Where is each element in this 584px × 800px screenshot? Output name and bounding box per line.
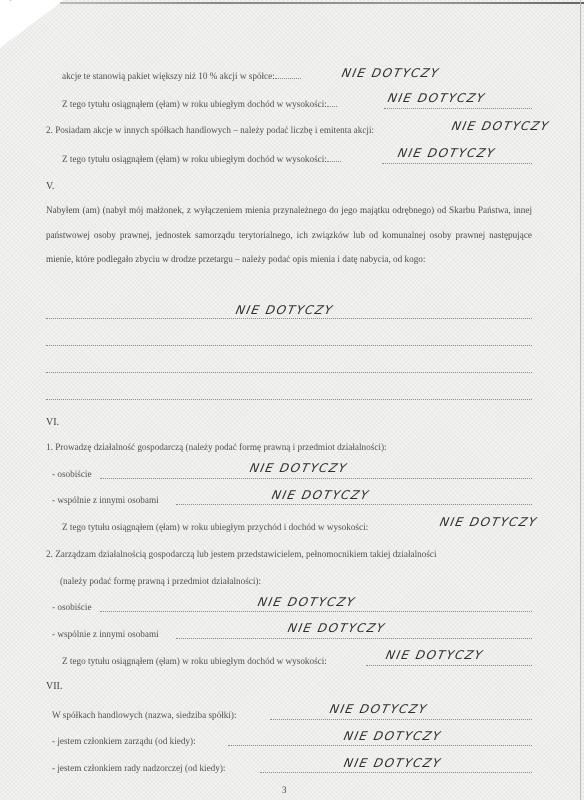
handwritten-answer: NIE DOTYCZY (384, 648, 485, 662)
handwritten-answer: NIE DOTYCZY (256, 595, 357, 609)
section-heading-vii: VII. (46, 681, 63, 692)
line-income-1: Z tego tytułu osiągnąłem (ęłam) w roku ubiegłym dochód w wysokości: (62, 98, 337, 110)
line-revenue-income: Z tego tytułu osiągnąłem (ęłam) w roku ubiegłym przychód i dochód w wysokości: (62, 522, 369, 532)
line-business-activity: 1. Prowadzę działalność gospodarczą (należy podać formę prawną i przedmiot działalności): (46, 442, 387, 452)
handwritten-answer: NIE DOTYCZY (286, 621, 387, 635)
line-jointly-2: - wspólnie z innymi osobami (52, 629, 159, 639)
handwritten-answer: NIE DOTYCZY (396, 146, 497, 160)
line-personally-1: - osobiście (52, 469, 92, 479)
handwritten-answer: NIE DOTYCZY (342, 729, 443, 743)
page-right-edge (580, 0, 581, 800)
line-management: 2. Zarządzam działalnością gospodarczą lub jestem przedstawicielem, pełnomocnikiem takiej działalności (46, 549, 437, 559)
page-number: 3 (282, 785, 287, 795)
line-board-member: - jestem członkiem zarządu (od kiedy): (52, 736, 196, 746)
handwritten-answer: NIE DOTYCZY (328, 702, 429, 716)
line-jointly-1: - wspólnie z innymi osobami (52, 495, 159, 505)
handwritten-answer: NIE DOTYCZY (270, 488, 371, 502)
section-v-paragraph: Nabyłem (am) (nabył mój małżonek, z wyłączeniem mienia przynależnego do jego majątku odrębnego) od Skarbu Państwa, innej państwowej osoby prawnej, jednostek samorządu terytorialnego, ich związków lub od komunalnej osoby prawnej następujące mienie, które podlegało zbyciu w drodze przetargu – należy podać opis mienia i datę nabycia, od kogo: (46, 205, 532, 264)
handwritten-answer: NIE DOTYCZY (386, 91, 487, 105)
folded-corner (0, 0, 64, 48)
handwritten-answer: NIE DOTYCZY (450, 119, 551, 133)
handwritten-answer: NIE DOTYCZY (438, 515, 539, 529)
line-companies: W spółkach handlowych (nazwa, siedziba spółki): (52, 710, 237, 720)
line-income-2: Z tego tytułu osiągnąłem (ęłam) w roku ubiegłym dochód w wysokości: (62, 153, 341, 165)
line-supervisory-board: - jestem członkiem rady nadzorczej (od kiedy): (52, 763, 226, 773)
line-income-3: Z tego tytułu osiągnąłem (ęłam) w roku ubiegłym dochód w wysokości: (62, 656, 327, 666)
handwritten-answer: NIE DOTYCZY (340, 66, 441, 80)
line-management-form: (należy podać formę prawną i przedmiot działalności): (60, 576, 262, 586)
page-top-edge (60, 2, 584, 4)
line-other-shares: 2. Posiadam akcje w innych spółkach handlowych – należy podać liczbę i emitenta akcji: (46, 125, 375, 135)
line-shares-package: akcje te stanowią pakiet większy niż 10 % akcji w spółce: (62, 70, 301, 82)
section-heading-v: V. (46, 181, 55, 192)
handwritten-answer: NIE DOTYCZY (248, 461, 349, 475)
handwritten-answer: NIE DOTYCZY (234, 303, 335, 317)
section-heading-vi: VI. (46, 417, 60, 428)
handwritten-answer: NIE DOTYCZY (342, 756, 443, 770)
line-personally-2: - osobiście (52, 602, 92, 612)
